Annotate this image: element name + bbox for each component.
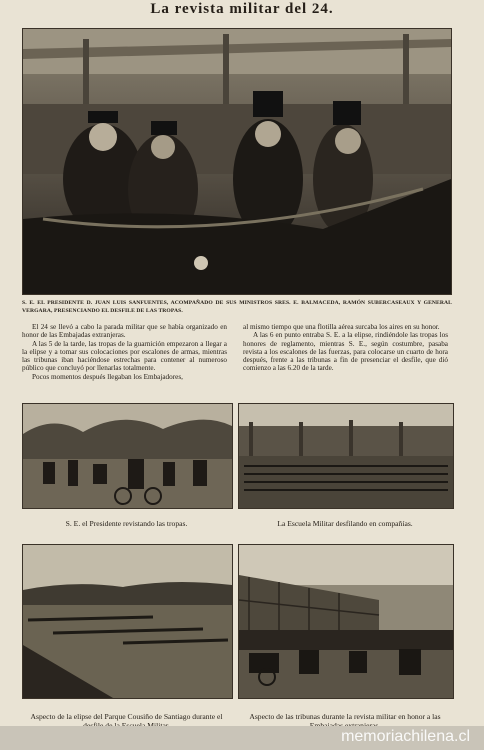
photo-grandstands: [238, 544, 454, 699]
photo-president-review-image: [23, 404, 232, 508]
page-title: La revista militar del 24.: [150, 1, 334, 17]
main-photo-image: [23, 29, 451, 294]
article-paragraph: A las 6 en punto entraba S. E. a la elipse, rindiéndole las tropas los honores de reglamento, mientras S. E., según costumbre, pasaba revista a los escalones de las fuerzas, para colocarse un cuarto de hora después, frente a las tribunas a fin de presenciar el desfile, que dió comienzo a las 6.20 de la tarde.: [243, 331, 448, 373]
article-right-column: [243, 323, 448, 373]
photo-military-school-image: [239, 404, 453, 508]
photo-president-review: [22, 403, 233, 509]
article-paragraph: al mismo tiempo que una flotilla aérea surcaba los aires en su honor.: [243, 323, 440, 331]
article-paragraph: El 24 se llevó a cabo la parada militar que se había organizado en honor de las Embajadas extranjeras.: [22, 323, 227, 340]
watermark: memoriachilena.cl: [341, 728, 470, 745]
main-photo-caption: S. E. EL PRESIDENTE D. JUAN LUIS SANFUENTES, ACOMPAÑADO DE SUS MINISTROS SRES. E. BALMACEDA, RAMÓN SUBERCASEAUX Y GENERAL VERGARA, PRESENCIANDO EL DESFILE DE LAS TROPAS.: [22, 300, 452, 314]
article-paragraph: Pocos momentos después llegaban los Embajadores,: [32, 372, 183, 381]
photo-park-ellipse-image: [23, 545, 232, 698]
photo-military-school-caption: La Escuela Militar desfilando en compañías.: [277, 519, 413, 528]
photo-park-ellipse-caption: Aspecto de la elipse del Parque Cousiño de Santiago durante el: [30, 712, 223, 721]
article-left-column: [22, 323, 227, 381]
photo-park-ellipse: [22, 544, 233, 699]
photo-grandstands-caption: Aspecto de las tribunas durante la revista militar en honor a las: [249, 712, 441, 721]
photo-military-school: [238, 403, 454, 509]
photo-grandstands-image: [239, 545, 453, 698]
photo-president-review-caption: S. E. el Presidente revistando las tropas.: [65, 519, 188, 528]
article-paragraph: A las 5 de la tarde, las tropas de la guarnición empezaron a llegar a la elipse y a tomar sus colocaciones por escalones de armas, mientras las tribunas iban haciéndose estrechas para contener al numeroso público que concluyó por llenarlas totalmente.: [22, 339, 227, 373]
main-photo: [22, 28, 452, 295]
